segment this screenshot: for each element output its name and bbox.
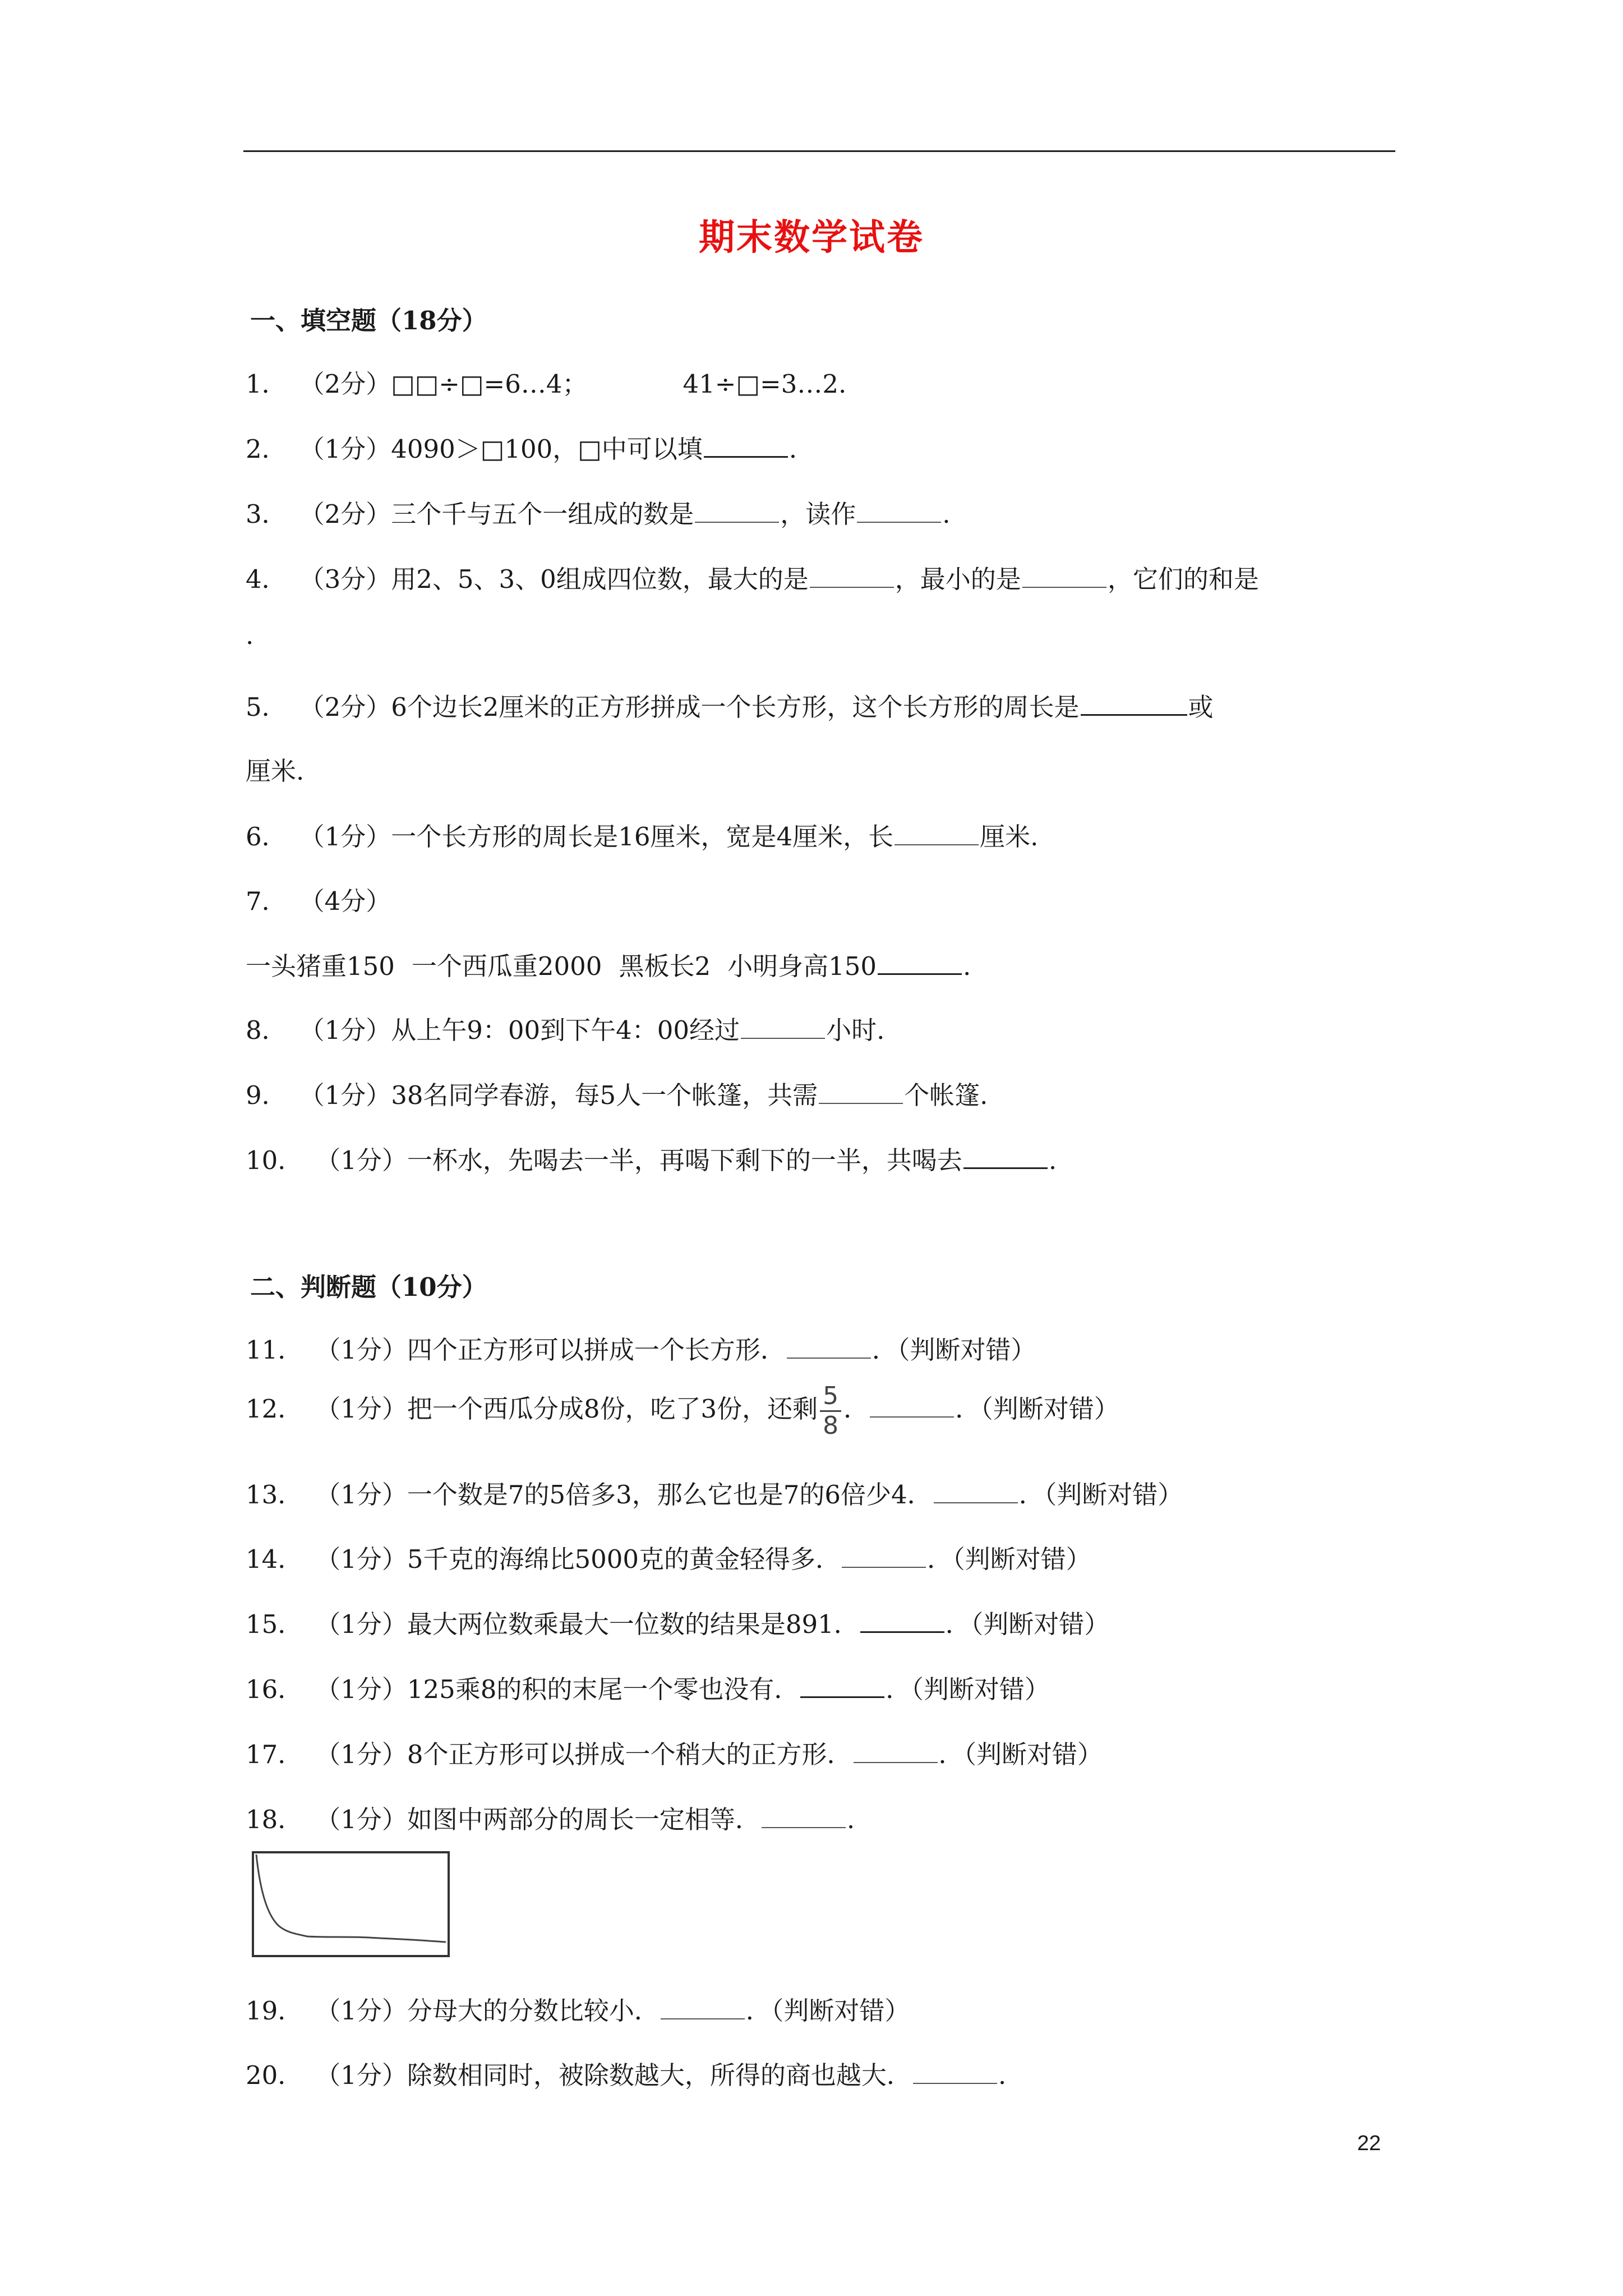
answer-blank[interactable]: [695, 498, 779, 523]
question-10: [246, 1140, 1057, 1176]
question-text: （1分）一杯水，先喝去一半，再喝下剩下的一半，共喝去: [315, 1145, 962, 1175]
answer-blank[interactable]: [934, 1479, 1018, 1503]
answer-blank[interactable]: [1022, 563, 1106, 588]
question-text-end: ．（判断对错）: [927, 1544, 1091, 1574]
question-text-end: 个帐篷.: [904, 1080, 988, 1110]
question-9: [246, 1075, 988, 1111]
answer-blank[interactable]: [870, 1393, 954, 1418]
item-blackboard: 黑板长2: [619, 951, 711, 981]
question-number: 4．: [246, 564, 287, 594]
answer-blank[interactable]: [1081, 691, 1187, 716]
question-3: [246, 494, 951, 530]
question-text-end: .: [998, 2060, 1007, 2090]
question-7-items: [246, 946, 971, 982]
question-number: 11．: [246, 1335, 303, 1365]
question-text-end: .: [789, 434, 797, 464]
answer-blank[interactable]: [741, 1014, 825, 1039]
question-4: [246, 559, 1259, 595]
section-heading-true-false: 二、判断题（10分）: [250, 1272, 487, 1302]
question-text: （1分）如图中两部分的周长一定相等．: [315, 1805, 760, 1834]
question-text: （1分）四个正方形可以拼成一个长方形．: [315, 1335, 786, 1365]
answer-blank[interactable]: [661, 1995, 745, 2019]
question-18: [246, 1799, 855, 1835]
header-rule: [243, 150, 1395, 152]
question-text-end: ．（判断对错）: [945, 1609, 1110, 1639]
question-number: 5．: [246, 692, 287, 722]
question-number: 15．: [246, 1609, 303, 1639]
question-12: [246, 1382, 1119, 1440]
question-number: 7．: [246, 886, 287, 916]
question-number: 6．: [246, 822, 287, 852]
question-7: [246, 881, 391, 917]
section-heading-fill-in: 一、填空题（18分）: [250, 306, 487, 335]
question-number: 16．: [246, 1674, 303, 1704]
question-text: （1分）除数相同时，被除数越大，所得的商也越大．: [315, 2060, 912, 2090]
item-watermelon: 一个西瓜重2000: [411, 951, 602, 981]
question-20: [246, 2055, 1006, 2091]
question-text-part-2: ，读作: [780, 499, 856, 529]
question-text: （1分）一个长方形的周长是16厘米，宽是4厘米，长: [299, 822, 894, 852]
question-text-part-2: ．: [843, 1394, 869, 1424]
answer-blank[interactable]: [819, 1079, 903, 1104]
question-text: （1分）38名同学春游，每5人一个帐篷，共需: [299, 1080, 818, 1110]
question-text-part-2: 41÷□=3…2.: [683, 369, 847, 399]
question-6: [246, 816, 1038, 853]
answer-blank[interactable]: [842, 1543, 926, 1568]
fraction-denominator: 8: [823, 1411, 839, 1440]
answer-blank[interactable]: [704, 432, 788, 458]
question-text-part-2: ，最小的是: [895, 564, 1021, 594]
question-text: （2分）□□÷□=6…4；: [299, 369, 588, 399]
question-4-continuation: .: [246, 620, 254, 650]
question-13: [246, 1474, 1183, 1511]
question-1: [246, 364, 846, 400]
answer-blank[interactable]: [878, 950, 962, 975]
question-text: （1分）125乘8的积的末尾一个零也没有．: [315, 1674, 800, 1704]
answer-blank[interactable]: [857, 498, 941, 523]
question-number: 10．: [246, 1145, 303, 1175]
question-text-end: ．（判断对错）: [745, 1996, 910, 2026]
question-text: （1分）5千克的海绵比5000克的黄金轻得多．: [315, 1544, 841, 1574]
fraction-five-eighths: [820, 1382, 841, 1440]
question-number: 13．: [246, 1480, 303, 1510]
question-14: [246, 1539, 1091, 1575]
question-text: （3分）用2、5、3、0组成四位数，最大的是: [299, 564, 809, 594]
question-text: （1分）从上午9：00到下午4：00经过: [299, 1015, 740, 1045]
question-19: [246, 1990, 910, 2027]
question-text: （4分）: [299, 886, 391, 916]
question-number: 8．: [246, 1015, 287, 1045]
answer-blank[interactable]: [810, 563, 894, 588]
answer-blank[interactable]: [762, 1803, 846, 1828]
question-5: [246, 687, 1214, 723]
question-number: 3．: [246, 499, 287, 529]
question-number: 18．: [246, 1805, 303, 1834]
question-text-end: .: [962, 951, 971, 981]
question-text-end: ．（判断对错）: [886, 1674, 1050, 1704]
question-number: 9．: [246, 1080, 287, 1110]
question-number: 2．: [246, 434, 287, 464]
question-number: 17．: [246, 1740, 303, 1769]
question-text-end: .: [1048, 1145, 1057, 1175]
question-number: 20．: [246, 2060, 303, 2090]
question-text-end: .: [942, 499, 951, 529]
question-text-end: 厘米.: [980, 822, 1039, 852]
rectangle-divided-figure: [252, 1851, 450, 1957]
answer-blank[interactable]: [800, 1673, 884, 1698]
question-16: [246, 1669, 1050, 1705]
question-text-part-2: 或: [1188, 692, 1214, 722]
question-text-end: ．（判断对错）: [1018, 1480, 1183, 1510]
question-17: [246, 1734, 1103, 1770]
question-text-end: ．（判断对错）: [955, 1394, 1119, 1424]
answer-blank[interactable]: [860, 1608, 944, 1633]
dividing-curve-graphic: [254, 1853, 448, 1955]
question-text: （1分）一个数是7的5倍多3，那么它也是7的6倍少4．: [315, 1480, 933, 1510]
question-15: [246, 1604, 1109, 1640]
question-text-end: ．（判断对错）: [872, 1335, 1036, 1365]
question-2: [246, 429, 797, 465]
question-text-end: .: [846, 1805, 855, 1834]
question-text-part-3: ，它们的和是: [1107, 564, 1259, 594]
question-number: 19．: [246, 1996, 303, 2026]
question-text-end: ．（判断对错）: [938, 1740, 1103, 1769]
question-text-end: 小时.: [826, 1015, 885, 1045]
answer-blank[interactable]: [913, 2059, 997, 2084]
question-text: （1分）4090＞□100，□中可以填: [299, 434, 703, 464]
question-number: 12．: [246, 1394, 303, 1424]
item-pig: 一头猪重150: [246, 951, 395, 981]
question-text: （1分）把一个西瓜分成8份，吃了3份，还剩: [315, 1394, 818, 1424]
page-title: 期末数学试卷: [699, 217, 924, 259]
question-number: 14．: [246, 1544, 303, 1574]
answer-blank[interactable]: [854, 1738, 938, 1763]
item-height: 小明身高150: [727, 951, 877, 981]
question-text: （1分）分母大的分数比较小．: [315, 1996, 660, 2026]
question-5-continuation: 厘米.: [246, 756, 305, 786]
answer-blank[interactable]: [895, 821, 979, 845]
question-text: （1分）最大两位数乘最大一位数的结果是891．: [315, 1609, 859, 1639]
question-text: （1分）8个正方形可以拼成一个稍大的正方形．: [315, 1740, 852, 1769]
question-text: （2分）三个千与五个一组成的数是: [299, 499, 694, 529]
question-8: [246, 1010, 884, 1046]
question-number: 1．: [246, 369, 287, 399]
page-number: 22: [1357, 2132, 1381, 2155]
answer-blank[interactable]: [963, 1144, 1048, 1169]
answer-blank[interactable]: [787, 1334, 871, 1359]
question-11: [246, 1329, 1036, 1366]
fraction-numerator: 5: [823, 1382, 839, 1410]
question-text: （2分）6个边长2厘米的正方形拼成一个长方形，这个长方形的周长是: [299, 692, 1080, 722]
